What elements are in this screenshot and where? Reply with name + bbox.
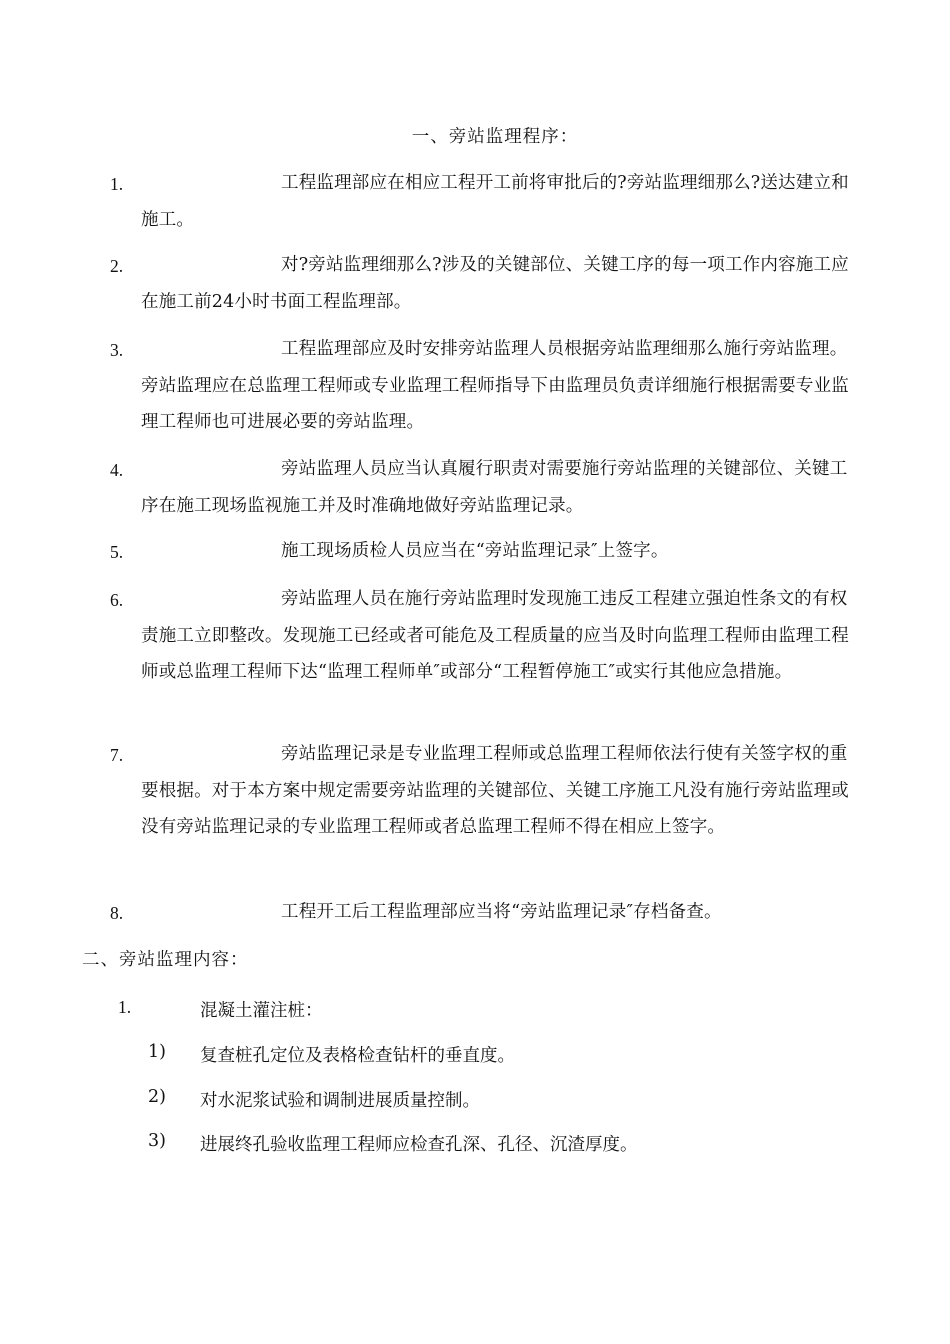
item-number: 3.	[110, 340, 124, 360]
sub-item-number: 2)	[148, 1087, 166, 1107]
item-text: 工程监理部应及时安排旁站监理人员根据旁站监理细那么施行旁站监理。旁站监理应在总监理工程师或专业监理工程师指导下由监理员负责详细施行根据需要专业监理工程师也可进展必要的旁站监理。	[141, 339, 849, 432]
sub-item-text: 复查桩孔定位及表格检查钻杆的垂直度。	[200, 1046, 515, 1066]
item-text: 施工现场质检人员应当在“旁站监理记录″上签字。	[281, 541, 669, 561]
subsection-title: 混凝土灌注桩：	[200, 1001, 323, 1021]
section-1-heading	[0, 123, 950, 148]
item-number: 5.	[110, 542, 124, 562]
sub-item-text: 对水泥浆试验和调制进展质量控制。	[200, 1091, 480, 1111]
item-number: 8.	[110, 903, 124, 923]
item-number: 4.	[110, 460, 124, 480]
sub-item-number: 1)	[148, 1042, 166, 1062]
item-number: 6.	[110, 590, 124, 610]
item-text: 旁站监理记录是专业监理工程师或总监理工程师依法行使有关签字权的重要根据。对于本方案中规定需要旁站监理的关键部位、关键工序施工凡没有施行旁站监理或没有旁站监理记录的专业监理工程师或者总监理工程师不得在相应上签字。	[141, 744, 849, 837]
sub-item-text: 进展终孔验收监理工程师应检查孔深、孔径、沉渣厚度。	[200, 1135, 638, 1155]
item-text: 旁站监理人员应当认真履行职责对需要施行旁站监理的关键部位、关键工序在施工现场监视施工并及时准确地做好旁站监理记录。	[141, 459, 848, 516]
item-text: 对?旁站监理细那么?涉及的关键部位、关键工序的每一项工作内容施工应在施工前24小时书面工程监理部。	[141, 255, 849, 312]
item-text: 工程开工后工程监理部应当将“旁站监理记录″存档备查。	[281, 902, 722, 922]
sub-item-number: 3)	[148, 1131, 166, 1151]
section-1-title: 一、旁站监理程序：	[411, 127, 579, 147]
item-number: 1.	[110, 174, 124, 194]
item-number: 7.	[110, 745, 124, 765]
item-text: 工程监理部应在相应工程开工前将审批后的?旁站监理细那么?送达建立和施工。	[141, 173, 849, 230]
section-2-title: 二、旁站监理内容：	[82, 950, 249, 970]
subsection-number: 1.	[118, 997, 132, 1017]
item-text: 旁站监理人员在施行旁站监理时发现施工违反工程建立强迫性条文的有权责施工立即整改。发现施工已经或者可能危及工程质量的应当及时向监理工程师由监理工程师或总监理工程师下达“监理工程师单″或部分“工程暂停施工″或实行其他应急措施。	[141, 589, 849, 682]
item-number: 2.	[110, 256, 124, 276]
